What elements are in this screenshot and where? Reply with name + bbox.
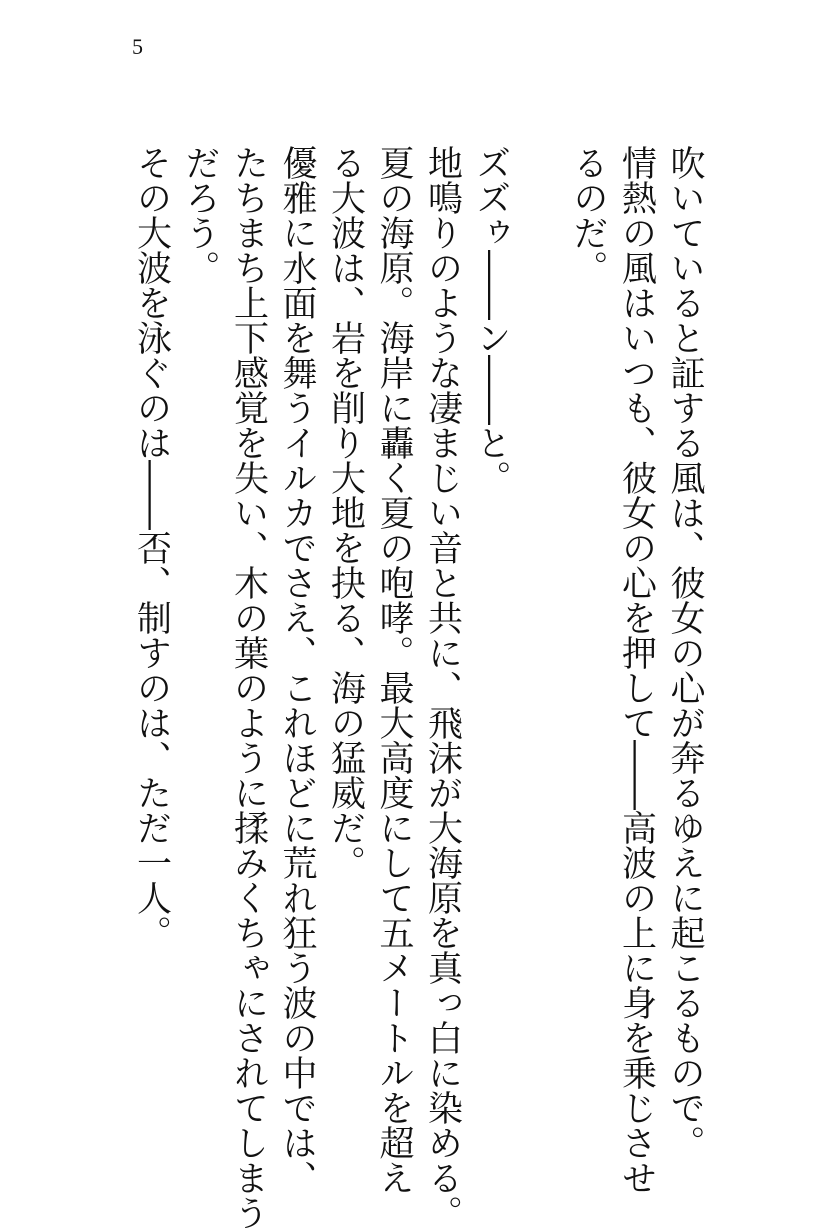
text-line: その大波を泳ぐのは――否、制すのは、ただ一人。 [131,145,172,950]
vertical-body-text [127,145,709,1230]
text-line: だろう。 [180,145,220,285]
text-line: 優雅に水面を舞うイルカでさえ、これほどに荒れ狂う波の中では、 [277,145,317,1195]
text-line: 夏の海原。海岸に轟く夏の咆哮。最大高度にして五メートルを超え [374,145,414,1195]
text-line: 地鳴りのような凄まじい音と共に、飛沫が大海原を真っ白に染める。 [422,145,463,1230]
page-number: 5 [132,34,143,59]
text-line: 吹いていると証する風は、彼女の心が奔るゆえに起こるもので。 [665,145,705,1160]
text-line: るのだ。 [568,145,608,285]
text-line: 情熱の風はいつも、彼女の心を押して――高波の上に身を乗じさせ [616,145,657,1195]
text-line: ズズゥ――ン――と。 [471,145,511,495]
text-line: る大波は、岩を削り大地を抉る、海の猛威だ。 [325,145,366,880]
text-line: たちまち上下感覚を失い、木の葉のように揉みくちゃにされてしまう [228,145,269,1230]
blank-line [515,145,564,1105]
